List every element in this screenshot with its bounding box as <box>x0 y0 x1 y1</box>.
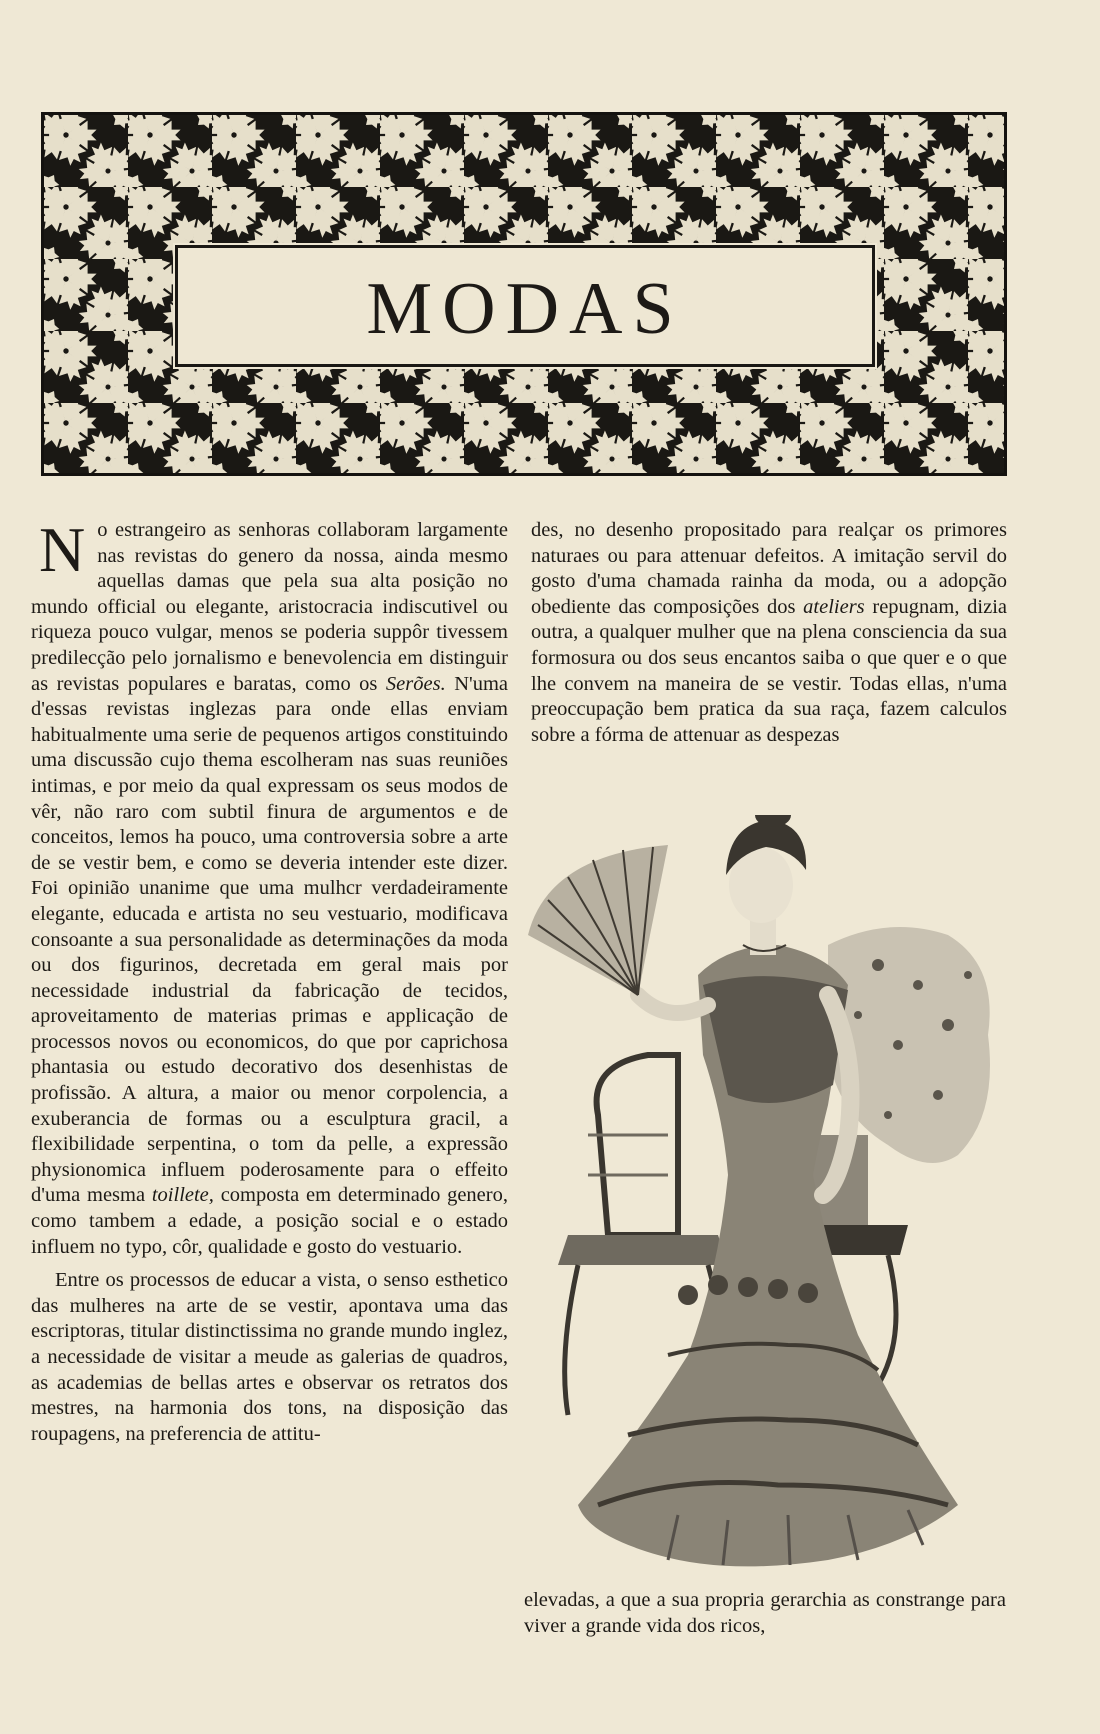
right-column-top <box>531 518 1007 748</box>
drop-cap: N <box>39 514 86 585</box>
right-column-bottom <box>524 1588 1006 1639</box>
paragraph-1: No estrangeiro as senhoras collaboram largamente nas revistas do genero da nossa, ainda mesmo aquellas damas que pela sua alta posição no mundo official ou elegante, aristocracia indiscutivel ou riqueza pouco vulgar, menos se poderia suppôr tivessem predilecção pelo jornalismo e benevolencia em distinguir as revistas populares e baratas, como os Serões. N'uma d'essas revistas inglezas para onde ellas enviam habitualmente uma serie de pequenos artigos constituindo uma discussão cujo thema escolheram nas suas reuniões intimas, e por meio da qual expressam os seus modos de vêr, não raro com subtil finura de argumentos e de conceitos, lemos ha pouco, uma controversia sobre a arte de se vestir bem, e como se deveria intender este dizer. Foi opinião unanime que uma mulhcr verdadeiramente elegante, educada e artista no seu vestuario, modificava consoante a sua personalidade as determinações da moda ou dos figurinos, decretada em geral mais por necessidade industrial da fabricação de tecidos, aproveitamento de materias primas e applicação de processos novos ou economicos, do que por caprichosa phantasia ou estudo decorativo dos desenhistas de profissão. A altura, a maior ou menor corpolencia, a exuberancia de formas ou a esculptura gracil, a flexibilidade serpentina, o tom da pelle, a expressão physionomica influem poderosamente para o effeito d'uma mesma toillete, composta em determinado genero, como tambem a edade, a posição social e o estado influem no typo, côr, qualidade e gosto do vestuario. <box>31 514 508 1258</box>
paragraph-continued: des, no desenho propositado para realçar os primores naturaes ou para attenuar defeitos. A imitação servil do gosto d'uma chamada rainha da moda, ou a adopção obediente das composições dos ateliers repugnam, dizia outra, a qualquer mulher que na plena consciencia da sua formosura ou dos seus encantos saiba o que quer e o que lhe convem na maneira de se vestir. Todas ellas, n'uma preoccupação bem pratica da sua raça, fazem calculos sobre a fórma de attenuar as despezas <box>531 519 1007 746</box>
fashion-illustration <box>528 815 1008 1575</box>
title-panel <box>175 245 875 367</box>
left-column <box>31 514 508 1447</box>
header-banner <box>41 112 1007 476</box>
paragraph-continued-2: elevadas, a que a sua propria gerarchia as constrange para viver a grande vida dos ricos, <box>524 1589 1006 1637</box>
woman-with-fan-image <box>528 815 1008 1575</box>
paragraph-2: Entre os processos de educar a vista, o senso esthetico das mulheres na arte de se vestir, apontava uma das escriptoras, titular distinctissima no grande mundo inglez, a necessidade de visitar a meude as galerias de quadros, as academias de bellas artes e observar os retratos dos mestres, na harmonia dos tons, na disposição das roupagens, na preferencia de attitu- <box>31 1269 508 1445</box>
page-title: MODAS <box>366 267 684 350</box>
